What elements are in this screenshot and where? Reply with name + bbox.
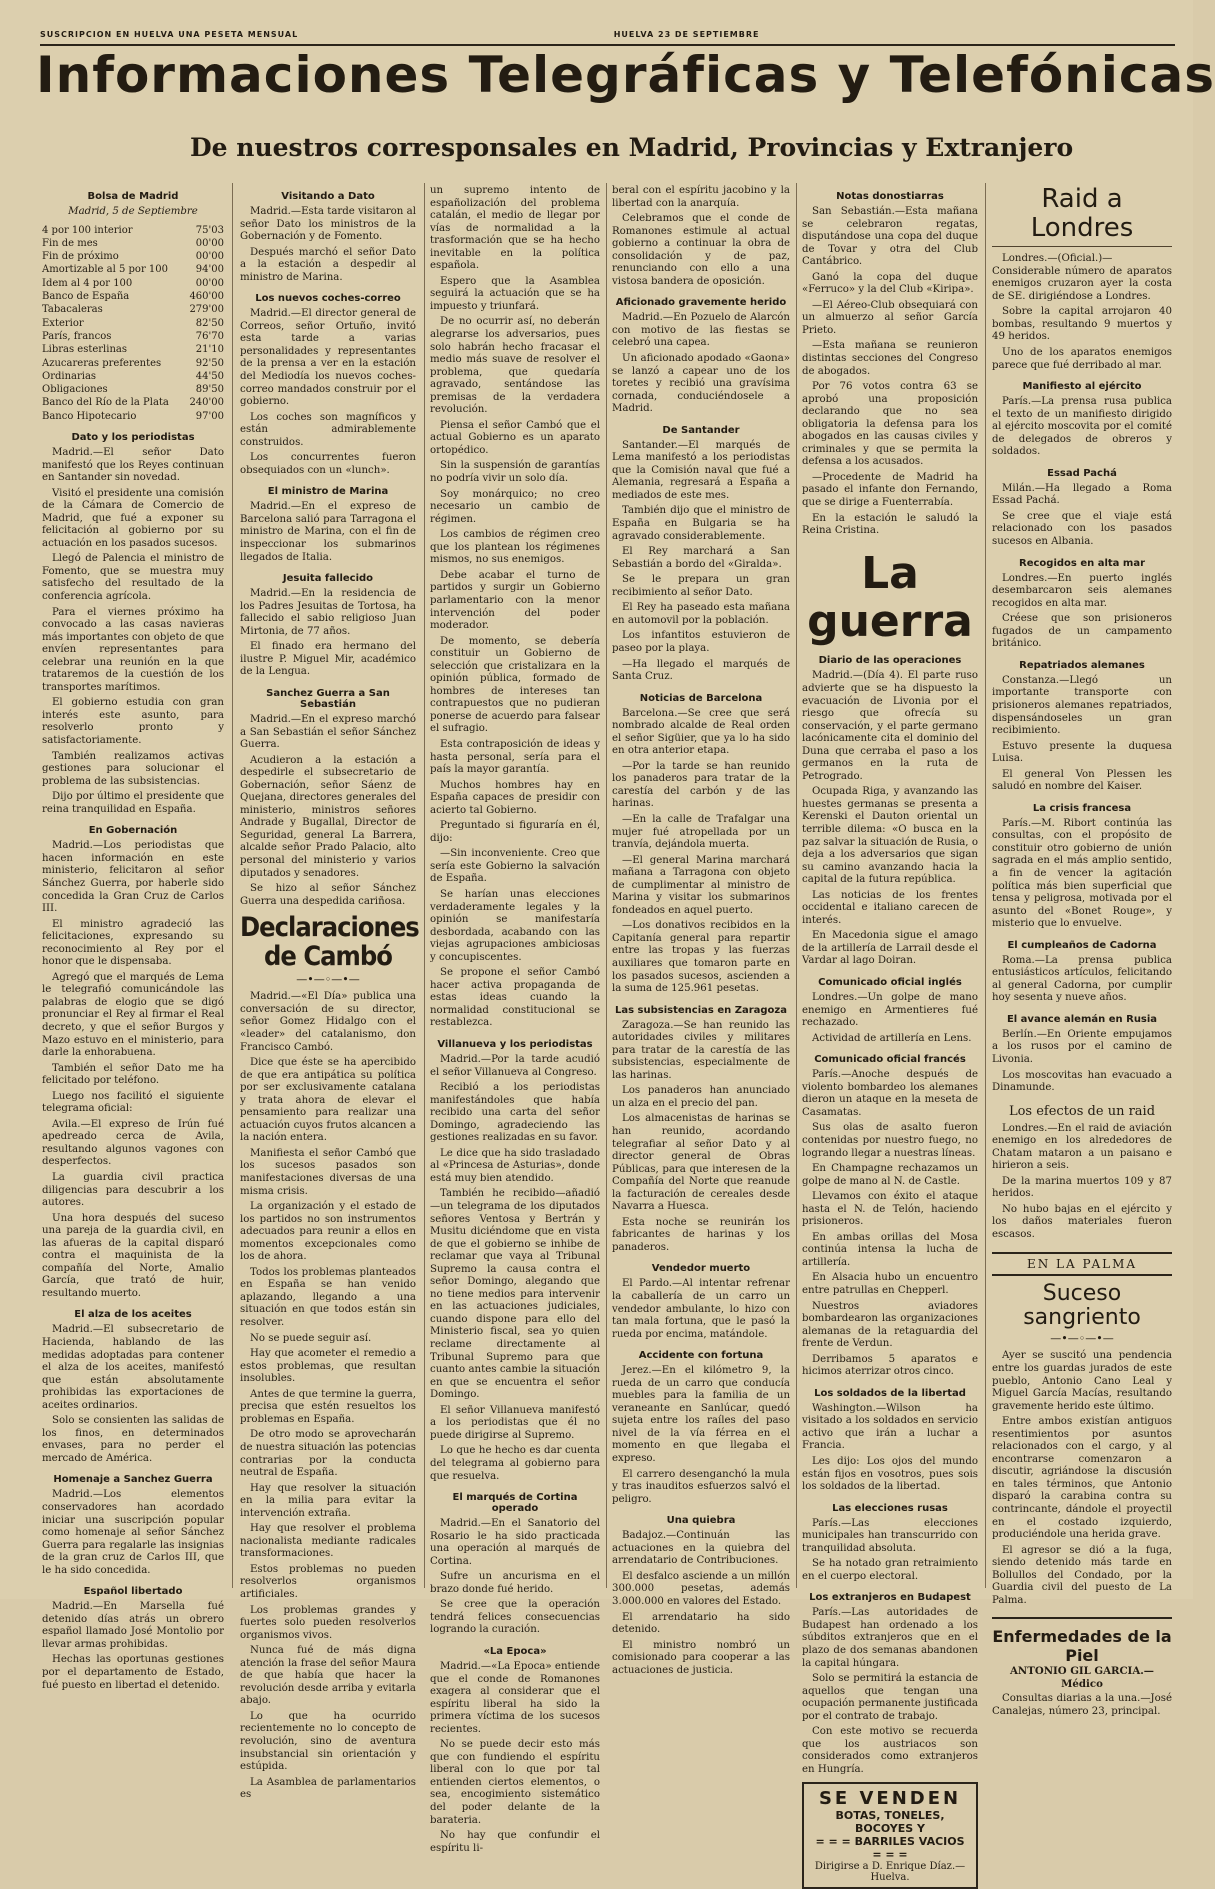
article-heading: Los extranjeros en Budapest <box>809 1592 971 1604</box>
article-paragraph: El señor Villanueva manifestó a los periodistas que él no puede dirigirse al Supremo. <box>430 1404 600 1441</box>
article-paragraph: No hay que confundir el espíritu li- <box>430 1830 600 1854</box>
column-2 <box>240 185 419 1801</box>
article-paragraph: El desfalco asciende a un millón 300.000 pesetas, además 3.000.000 en valores del Estado. <box>612 1570 790 1607</box>
column-rule <box>796 183 797 1588</box>
article-paragraph: Madrid.—Esta tarde visitaron al señor Dato los ministros de la Gobernación y de Fomento. <box>240 206 416 243</box>
article-paragraph: un supremo intento de españolización del problema catalán, el medio de llegar por vías de normalidad a la trasformación que se ha hecho inevitable en la política española. <box>430 185 600 272</box>
article-paragraph: Washington.—Wilson ha visitado a los soldados en servicio activo que irán a luchar a Francia. <box>802 1402 978 1452</box>
article-paragraph: Sin la suspensión de garantías no podría vivir un solo día. <box>430 460 600 485</box>
en-la-palma-header: EN LA PALMA <box>992 1252 1172 1276</box>
running-header <box>40 30 1175 46</box>
article-paragraph: Todos los problemas planteados en España se han venido aplazando, llegando a una situación en que todos están sin resolver. <box>240 1266 416 1329</box>
masthead-title: Informaciones Telegráficas y Telefónicas <box>36 46 1215 104</box>
bolsa-table <box>42 225 224 423</box>
bolsa-row: París, francos 76'70 <box>42 330 224 342</box>
article-paragraph: Soy monárquico; no creo necesario un cambio de régimen. <box>430 488 600 525</box>
article-paragraph: Derribamos 5 aparatos e hicimos aterrizar otros cinco. <box>802 1353 978 1378</box>
article-paragraph: También he recibido—añadió—un telegrama de los diputados señores Ventosa y Bertrán y Musitu diciéndome que en vista de que el gobierno se inhibe de reclamar que vaya al Tribunal Supremo la causa contra el señor Domingo, alegando que no tiene medios para intervenir en las actuaciones judiciales, cuando dispone para ello del Ministerio fiscal, sea yo quien reclame directamente al Tribunal Supremo para que cuanto antes cambie la situación en que se encuentra el señor Domingo. <box>430 1188 600 1401</box>
running-header-left: SUSCRIPCION EN HUELVA UNA PESETA MENSUAL <box>40 30 299 39</box>
article-heading: En Gobernación <box>88 825 178 837</box>
article-paragraph: Ganó la copa del duque «Ferruco» y la del Club «Kiripa». <box>802 271 978 296</box>
article-heading: Repatriados alemanes <box>1019 659 1145 671</box>
article-paragraph: —Ha llegado el marqués de Santa Cruz. <box>612 658 790 683</box>
article-paragraph: Milán.—Ha llegado a Roma Essad Pachá. <box>992 482 1172 507</box>
article-heading: Los soldados de la libertad <box>814 1387 966 1399</box>
article-paragraph: En Macedonia sigue el amago de la artillería de Larrail desde el Vardar al lago Doiran. <box>802 930 978 967</box>
article-heading: Las subsistencias en Zaragoza <box>615 1004 787 1016</box>
article-heading: La crisis francesa <box>1032 802 1132 814</box>
article-paragraph: Debe acabar el turno de partidos y surgir un Gobierno parlamentario con la menor intervención del poder moderador. <box>430 569 600 632</box>
article-paragraph: Solo se consienten las salidas de los finos, en determinados envases, para no perder el mercado de América. <box>42 1415 224 1464</box>
article-paragraph: Los problemas grandes y fuertes solo pueden resolverlos organismos vivos. <box>240 1604 416 1641</box>
article-heading: Recogidos en alta mar <box>1019 557 1145 569</box>
article-paragraph: Los cambios de régimen creo que los plantean los régimenes mismos, no sus enemigos. <box>430 529 600 566</box>
article-paragraph: Madrid.—En el Sanatorio del Rosario le ha sido practicada una operación al marqués de Cortina. <box>430 1518 600 1567</box>
article-paragraph: Hay que resolver la situación en la milia para evitar la intervención extraña. <box>240 1482 416 1519</box>
article-paragraph: Recibió a los periodistas manifestándoles que había recibido una carta del señor Domingo, agradeciendo las gestiones realizadas en su favor. <box>430 1082 600 1144</box>
advert-line: = = = BARRILES VACIOS = = = <box>815 1835 965 1862</box>
article-paragraph: Antes de que termine la guerra, precisa que estén resueltos los problemas en España. <box>240 1388 416 1425</box>
article-paragraph: Madrid.—«La Epoca» entiende que el conde de Romanones exagera al considerar que el espíritu liberal ha sido la primera víctima de los sucesos recientes. <box>430 1660 600 1735</box>
article-heading: Las elecciones rusas <box>832 1502 948 1514</box>
column-6 <box>992 184 1172 1718</box>
article-paragraph: Muchos hombres hay en España capaces de presidir con acierto tal Gobierno. <box>430 779 600 816</box>
article-paragraph: Sus olas de asalto fueron contenidas por nuestro fuego, no logrando llegar a nuestras líneas. <box>802 1122 978 1159</box>
column-rule <box>232 183 233 1588</box>
article-heading: Los efectos de un raid <box>1008 1103 1156 1119</box>
article-paragraph: —Sin inconveniente. Creo que sería este Gobierno la salvación de España. <box>430 848 600 885</box>
column-rule <box>606 183 607 1588</box>
article-paragraph: —Procedente de Madrid ha pasado el infante don Fernando, que se dirige a Fuenterrabía. <box>802 471 978 509</box>
article-paragraph: Se cree que la operación tendrá felices consecuencias logrando la curación. <box>430 1599 600 1636</box>
article-heading: Comunicado oficial inglés <box>818 977 962 989</box>
article-paragraph: En Champagne rechazamos un golpe de mano al N. de Castle. <box>802 1163 978 1187</box>
article-paragraph: El Pardo.—Al intentar refrenar la caballería de un carro un vendedor ambulante, lo hizo con tan mala fortuna, que le pasó la rueda por encima, matándole. <box>612 1278 790 1340</box>
article-heading: Villanueva y los periodistas <box>437 1039 593 1050</box>
article-paragraph: Berlín.—En Oriente empujamos a los rusos por el camino de Livonia. <box>992 1028 1172 1065</box>
article-heading: Una quiebra <box>666 1515 736 1527</box>
article-paragraph: Madrid.—En la residencia de los Padres Jesuitas de Tortosa, ha fallecido el sabio religioso Juan Mirtonia, de 77 años. <box>240 588 416 637</box>
article-paragraph: Los coches son magníficos y están admirablemente construidos. <box>240 411 416 448</box>
article-paragraph: Hay que resolver el problema nacionalista mediante radicales transformaciones. <box>240 1523 416 1560</box>
article-paragraph: Madrid.—«El Día» publica una conversación de su director, señor Gomez Hidalgo con el «leader» del catalanismo, don Francisco Cambó. <box>240 991 416 1053</box>
article-paragraph: Londres.—(Oficial.)—Considerable número de aparatos enemigos cruzaron ayer la costa de SE. dirigiéndose a Londres. <box>992 253 1172 302</box>
article-paragraph: Después marchó el señor Dato a la estación a despedir al ministro de Marina. <box>240 246 416 283</box>
article-paragraph: La Asamblea de parlamentarios es <box>240 1776 416 1801</box>
article-paragraph: Manifiesta el señor Cambó que los sucesos pasados son manifestaciones diversas de una misma crisis. <box>240 1147 416 1197</box>
heading-bolsa: Bolsa de Madrid <box>87 191 179 202</box>
article-paragraph: Constanza.—Llegó un importante transporte con prisioneros alemanes repatriados, dispensándoseles un gran recibimiento. <box>992 674 1172 737</box>
article-paragraph: Lo que he hecho es dar cuenta del telegrama al gobierno para que resuelva. <box>430 1445 600 1482</box>
article-paragraph: Se hizo al señor Sánchez Guerra una despedida cariñosa. <box>240 883 416 907</box>
bolsa-row: Banco de España 460'00 <box>42 291 224 303</box>
article-paragraph: Solo se permitirá la estancia de aquellos que tengan una ocupación permanente justificada por el contrato de trabajo. <box>802 1673 978 1722</box>
article-paragraph: Nuestros aviadores bombardearon las organizaciones alemanas de la retaguardia del frente de Verdun. <box>802 1300 978 1350</box>
ornament-divider: —•—◦—•— <box>296 972 360 986</box>
article-paragraph: Madrid.—Los periodistas que hacen información en este ministerio, felicitaron al señor Sánchez Guerra, por haberle sido concedida la Gran Cruz de Carlos III. <box>42 840 224 915</box>
bolsa-row: Banco del Río de la Plata 240'00 <box>42 397 224 409</box>
article-paragraph: Madrid.—El señor Dato manifestó que los Reyes continuan en Santander sin novedad. <box>42 447 224 484</box>
article-paragraph: La organización y el estado de los partidos no son instrumentos adecuados para reunir a ellos en momentos excepcionales como los de ahora. <box>240 1201 416 1263</box>
article-paragraph: París.—M. Ribort continúa las consultas, con el propósito de constituir otro gobierno de unión sagrada en el más amplio sentido, a fin de vencer la agitación política más bien superficial que tensa y peligrosa, motivada por el asunto del «Bonet Rouge», y misterio que lo envuelve. <box>992 817 1172 930</box>
article-paragraph: Ayer se suscitó una pendencia entre los guardas jurados de este pueblo, Antonio Cano Leal y Miguel García Macías, resultando gravemente herido este último. <box>992 1350 1172 1412</box>
bolsa-row: Idem al 4 por 100 00'00 <box>42 277 224 289</box>
advert-line: BOTAS, TONELES, BOCOYES Y <box>835 1809 945 1836</box>
article-paragraph: Madrid.—En el expreso marchó a San Sebastián el señor Sánchez Guerra. <box>240 713 416 751</box>
bolsa-row: Obligaciones 89'50 <box>42 384 224 396</box>
article-paragraph: En ambas orillas del Mosa continúa intensa la lucha de artillería. <box>802 1231 978 1268</box>
bolsa-row: Tabacaleras 279'00 <box>42 304 224 316</box>
article-paragraph: Esta noche se reunirán los fabricantes de harinas y los panaderos. <box>612 1216 790 1253</box>
article-paragraph: Visitó el presidente una comisión de la Cámara de Comercio de Madrid, que fué a exponer su felicitación al gobierno por su actuación en los pasados sucesos. <box>42 487 224 549</box>
doctor-hours: Consultas diarias a la una.—José Canalejas, número 23, principal. <box>992 1693 1172 1718</box>
bolsa-row: Amortizable al 5 por 100 94'00 <box>42 264 224 276</box>
se-venden-advert <box>802 1782 978 1889</box>
article-paragraph: Londres.—En puerto inglés desembarcaron seis alemanes recogidos en alta mar. <box>992 572 1172 609</box>
article-paragraph: Espero que la Asamblea seguirá la actuación que se ha impuesto y triunfará. <box>430 275 600 312</box>
article-paragraph: Estos problemas no pueden resolverlos organismos artificiales. <box>240 1563 416 1600</box>
article-paragraph: Llevamos con éxito el ataque hasta el N. de Telón, haciendo prisioneros. <box>802 1191 978 1228</box>
advert-contact: Dirigirse a D. Enrique Díaz.—Huelva. <box>814 1861 966 1884</box>
article-paragraph: Se propone el señor Cambó hacer activa propaganda de estas ideas cuando la normalidad constitucional se restablezca. <box>430 967 600 1029</box>
article-paragraph: Londres.—En el raid de aviación enemigo en los alrededores de Chatam mataron a un paisano e hirieron a seis. <box>992 1122 1172 1172</box>
article-paragraph: Madrid.—En Marsella fué detenido días atrás un obrero español llamado José Montolio por llevar armas prohibidas. <box>42 1601 224 1650</box>
article-paragraph: Santander.—El marqués de Lema manifestó a los periodistas que la Comisión naval que fué a Alemania, regresará a España a mediados de este mes. <box>612 439 790 501</box>
article-paragraph: El ministro agradeció las felicitaciones, expresando su reconocimiento al Rey por el honor que le dispensaba. <box>42 918 224 968</box>
article-paragraph: También el señor Dato me ha felicitado por teléfono. <box>42 1062 224 1087</box>
article-paragraph: Piensa el señor Cambó que el actual Gobierno es un aparato ortopédico. <box>430 419 600 456</box>
article-paragraph: Agregó que el marqués de Lema le telegrafió comunicándole las palabras de elogio que se digó pronunciar el Rey al firmar el Real decreto, y que el señor Burgos y Mazo estuvo en el ministerio, para darle la enhorabuena. <box>42 971 224 1059</box>
article-paragraph: beral con el espíritu jacobino y la libertad con la anarquía. <box>612 185 790 209</box>
bolsa-date: Madrid, 5 de Septiembre <box>68 206 198 217</box>
article-heading: Homenaje a Sanchez Guerra <box>53 1474 213 1486</box>
article-paragraph: El gobierno estudia con gran interés este asunto, para resolverlo pronto y satisfactoriamente. <box>42 697 224 747</box>
article-paragraph: Dice que éste se ha apercibido de que era antipática su política por ser exclusivamente catalana y trata ahora de elevar el pensamiento para realizar una actuación cuyos frutos alcancen a la nación entera. <box>240 1057 416 1144</box>
article-paragraph: La guardia civil practica diligencias para descubrir a los autores. <box>42 1171 224 1209</box>
article-paragraph: Zaragoza.—Se han reunido las autoridades civiles y militares para tratar de la carestía de las subsistencias, especialmente de las harinas. <box>612 1019 790 1081</box>
article-paragraph: Para el viernes próximo ha convocado a las casas navieras más importantes con objeto de que envíen representantes para celebrar una reunión en la que trataremos de la cuestión de los transportes marítimos. <box>42 606 224 693</box>
bolsa-row: 4 por 100 interior 75'03 <box>42 224 224 236</box>
article-paragraph: Se le prepara un gran recibimiento al señor Dato. <box>612 574 790 598</box>
ornament-divider: —•—◦—•— <box>1050 1331 1114 1345</box>
column-4 <box>612 185 790 1676</box>
article-paragraph: Las noticias de los frentes occidental e italiano carecen de interés. <box>802 889 978 926</box>
article-paragraph: El finado era hermano del ilustre P. Miguel Mir, académico de la Lengua. <box>240 641 416 678</box>
article-paragraph: Créese que son prisioneros fugados de un campamento británico. <box>992 613 1172 650</box>
article-paragraph: No hubo bajas en el ejército y los daños materiales fueron escasos. <box>992 1203 1172 1240</box>
article-heading: De Santander <box>662 424 740 436</box>
column-3 <box>430 185 600 1854</box>
article-paragraph: Por 76 votos contra 63 se aprobó una proposición declarando que no sea obligatoria la defensa para los abogados en las causas civiles y criminales y que se permita la defensa a los acusados. <box>802 381 978 468</box>
article-paragraph: También dijo que el ministro de España en Bulgaria se ha agravado considerablemente. <box>612 505 790 542</box>
article-paragraph: El Rey marchará a San Sebastián a bordo del «Giralda». <box>612 546 790 570</box>
article-paragraph: —El Aéreo-Club obsequiará con un almuerzo al señor García Prieto. <box>802 299 978 336</box>
article-paragraph: No se puede decir esto más que con fundiendo el espíritu liberal con lo que por tal entienden ciertos elementos, o sea, encogimiento sistemático del poder delante de la barateria. <box>430 1739 600 1826</box>
enfermedades-headline: Enfermedades de la Piel <box>992 1617 1172 1665</box>
article-paragraph: Jerez.—En el kilómetro 9, la rueda de un carro que conducía muebles para la familia de un veraneante en Sanlúcar, quedó sujeta entre los raíles del paso nivel de la vía férrea en el momento en que llegaba el expreso. <box>612 1365 790 1465</box>
article-paragraph: Con este motivo se recuerda que los austriacos son considerados como extranjeros en Hungría. <box>802 1726 978 1775</box>
article-paragraph: Los panaderos han anunciado un alza en el precio del pan. <box>612 1085 790 1109</box>
article-heading: El cumpleaños de Cadorna <box>1007 939 1157 951</box>
article-paragraph: —El general Marina marchará mañana a Tarragona con objeto de cumplimentar al ministro de Marina y visitar los submarinos fondeados en aquel puerto. <box>612 854 790 916</box>
article-paragraph: Luego nos facilitó el siguiente telegrama oficial: <box>42 1090 224 1115</box>
article-paragraph: El general Von Plessen les saludó en nombre del Kaiser. <box>992 768 1172 793</box>
article-paragraph: De no ocurrir así, no deberán alegrarse los adversarios, pues solo habrán hecho fracasar el medio más suave de resolver el problema, que quedaría agravado, sentándose las premisas de la verdadera revolución. <box>430 316 600 416</box>
article-paragraph: París.—La prensa rusa publica el texto de un manifiesto dirigido al ejército moscovita por el comité de delegados de obreros y soldados. <box>992 396 1172 458</box>
advert-title: SE VENDEN <box>818 1788 962 1810</box>
article-paragraph: —En la calle de Trafalgar una mujer fué atropellada por un tranvía, dejándola muerta. <box>612 813 790 851</box>
article-heading: Vendedor muerto <box>651 1263 751 1275</box>
article-heading: Visitando a Dato <box>281 191 375 202</box>
article-heading: Jesuita fallecido <box>282 573 374 585</box>
article-heading: Accidente con fortuna <box>638 1350 764 1362</box>
bolsa-row: Banco Hipotecario 97'00 <box>42 410 224 422</box>
article-paragraph: —Los donativos recibidos en la Capitanía general para repartir entre las tropas y las fuerzas auxiliares que tomaron parte en los pasados sucesos, ascienden a la suma de 125.961 pesetas. <box>612 920 790 995</box>
article-heading: Los nuevos coches-correo <box>255 293 401 305</box>
article-heading: Comunicado oficial francés <box>814 1054 966 1066</box>
article-paragraph: El arrendatario ha sido detenido. <box>612 1611 790 1636</box>
suceso-headline: Suceso sangriento <box>1023 1280 1141 1330</box>
article-paragraph: Estuvo presente la duquesa Luisa. <box>992 740 1172 765</box>
article-heading: El ministro de Marina <box>267 486 389 498</box>
article-paragraph: Le dice que ha sido trasladado al «Princesa de Asturias», donde está muy bien atendido. <box>430 1147 600 1184</box>
article-heading: Notas donostiarras <box>836 191 944 202</box>
article-paragraph: De momento, se debería constituir un Gobierno de selección que cristalizara en la opinión pública, formado de hombres de intereses tan contrapuestos que no pudieran ponerse de acuerdo para falsear el sufragio. <box>430 635 600 735</box>
article-paragraph: París.—Las autoridades de Budapest han ordenado a los súbditos extranjeros que en el plazo de dos semanas abandonen la capital húngara. <box>802 1607 978 1669</box>
article-heading: Dato y los periodistas <box>71 432 195 443</box>
bolsa-row: Exterior 82'50 <box>42 317 224 329</box>
article-paragraph: París.—Anoche después de violento bombardeo los alemanes dieron un ataque en la meseta de Casamatas. <box>802 1069 978 1118</box>
column-rule <box>424 183 425 1588</box>
article-paragraph: El agresor se dió a la fuga, siendo detenido más tarde en Bollullos del Condado, por la Guardia civil del puesto de La Palma. <box>992 1544 1172 1606</box>
article-heading: Essad Pachá <box>1047 467 1117 479</box>
article-paragraph: Madrid.—Por la tarde acudió el señor Villanueva al Congreso. <box>430 1054 600 1078</box>
article-paragraph: También realizamos activas gestiones para solucionar el problema de las subsistencias. <box>42 750 224 787</box>
article-paragraph: —Esta mañana se reunieron distintas secciones del Congreso de abogados. <box>802 340 978 377</box>
bolsa-row: Ordinarias 44'50 <box>42 370 224 382</box>
article-paragraph: De otro modo se aprovecharán de nuestra situación las potencias contrarias por la conducta neutral de España. <box>240 1429 416 1479</box>
la-guerra-headline: La guerra <box>807 547 973 648</box>
article-heading: Manifiesto al ejército <box>1022 381 1142 393</box>
article-paragraph: Los infantitos estuvieron de paseo por la playa. <box>612 630 790 654</box>
article-paragraph: Badajoz.—Continuán las actuaciones en la quiebra del arrendatario de Contribuciones. <box>612 1530 790 1567</box>
bolsa-row: Fin de mes 00'00 <box>42 237 224 249</box>
article-paragraph: Sufre un ancurisma en el brazo donde fué herido. <box>430 1571 600 1595</box>
raid-headline: Raid a Londres <box>992 185 1172 247</box>
article-paragraph: Dijo por último el presidente que reina tranquilidad en España. <box>42 791 224 815</box>
article-paragraph: Madrid.—(Día 4). El parte ruso advierte que se ha dispuesto la evacuación de Livonia por el riesgo que ofrecía su conservación, y el parte germano lacónicamente cita el dominio del Duna que cerraba el paso a los germanos en la ruta de Petrogrado. <box>802 670 978 782</box>
article-paragraph: El carrero desenganchó la mula y tras inauditos esfuerzos salvó el peligro. <box>612 1468 790 1505</box>
article-paragraph: Lo que ha ocurrido recientemente no lo concepto de revolución, sino de aventura insubstancial sin orientación y estúpida. <box>240 1710 416 1773</box>
article-paragraph: Acudieron a la estación a despedirle el subsecretario de Gobernación, señor Sáenz de Quejana, directores generales del ministerio, ministros señores Andrade y Bugallal, Director de Seguridad, general La Barrera, alcalde señor Prado Palacio, alto personal del ministerio y varios diputados y senadores. <box>240 754 416 879</box>
article-paragraph: Hechas las oportunas gestiones por el departamento de Estado, fué puesto en libertad el detenido. <box>42 1654 224 1691</box>
article-paragraph: Uno de los aparatos enemigos parece que fué derribado al mar. <box>992 347 1172 371</box>
article-paragraph: Roma.—La prensa publica entusiásticos artículos, felicitando al general Cadorna, por cumplir hoy sesenta y nueve años. <box>992 954 1172 1004</box>
article-heading: «La Epoca» <box>483 1645 547 1657</box>
section-subhead: De nuestros corresponsales en Madrid, Provincias y Extranjero <box>190 133 1074 162</box>
article-heading: Noticias de Barcelona <box>639 692 763 704</box>
article-paragraph: Avila.—El expreso de Irún fué apedreado cerca de Avila, resultando algunos vagones con desperfectos. <box>42 1118 224 1168</box>
article-paragraph: Celebramos que el conde de Romanones estimule al actual gobierno a continuar la obra de consolidación y de paz, renunciando con ello a una vistosa bandera de oposición. <box>612 213 790 287</box>
article-paragraph: Una hora después del suceso una pareja de la guardia civil, en las afueras de la capital disparó contra el maquinista de la compañía del Norte, Amalio García, que trató de huir, resultando muerto. <box>42 1212 224 1299</box>
article-paragraph: San Sebastián.—Esta mañana se celebraron regatas, disputándose una copa del duque de Tovar y otra del Club Cantábrico. <box>802 206 978 268</box>
article-paragraph: Se cree que el viaje está relacionado con los pasados sucesos en Albania. <box>992 510 1172 548</box>
article-paragraph: Los concurrentes fueron obsequiados con un «lunch». <box>240 452 416 476</box>
doctor-name: ANTONIO GIL GARCIA.—Médico <box>1010 1665 1154 1690</box>
article-paragraph: Un aficionado apodado «Gaona» se lanzó a capear uno de los toretes y recibió una gravísima cornada, conduciéndosele a Madrid. <box>612 353 790 415</box>
article-paragraph: París.—Las elecciones municipales han transcurrido con tranquilidad absoluta. <box>802 1517 978 1554</box>
article-paragraph: Preguntado si figuraría en él, dijo: <box>430 820 600 844</box>
article-paragraph: Madrid.—El director general de Correos, señor Ortuño, invitó esta tarde a varias personalidades y representantes de la prensa a ver en la estación del Mediodía los nuevos coches-correo mandados construir por el gobierno. <box>240 308 416 408</box>
article-heading: Aficionado gravemente herido <box>615 297 787 309</box>
article-paragraph: Madrid.—En el expreso de Barcelona salió para Tarragona el ministro de Marina, con el fin de inspeccionar los submarinos llegados de Italia. <box>240 501 416 563</box>
article-paragraph: El Rey ha paseado esta mañana en automovil por la población. <box>612 602 790 626</box>
article-paragraph: Hay que acometer el remedio a estos problemas, que resultan insolubles. <box>240 1348 416 1385</box>
article-heading: Diario de las operaciones <box>818 655 962 667</box>
article-heading: Sanchez Guerra a San Sebastián <box>266 687 390 710</box>
article-paragraph: —Por la tarde se han reunido los panaderos para tratar de la carestía del carbón y de las harinas. <box>612 760 790 810</box>
article-paragraph: Ocupada Riga, y avanzando las huestes germanas se presenta a Kerenski el Dauton oriental un terrible dilema: «O busca en la paz salvar la situación de Rusia, o deja a los adversarios que sigan su camino avanzando hacia la capital de la futura república. <box>802 786 978 886</box>
article-paragraph: Actividad de artillería en Lens. <box>812 1032 972 1044</box>
bolsa-row: Azucareras preferentes 92'50 <box>42 357 224 369</box>
article-paragraph: Londres.—Un golpe de mano enemigo en Armentieres fué rechazado. <box>802 992 978 1029</box>
article-paragraph: Madrid.—El subsecretario de Hacienda, hablando de las medidas adoptadas para contener el alza de los aceites, manifestó que están absolutamente prohibidas las exportaciones de aceites ordinarios. <box>42 1324 224 1411</box>
article-paragraph: Los almacenistas de harinas se han reunido, acordando telegrafiar al señor Dato y al director general de Obras Públicas, para que interesen de la Compañía del Norte que reanude la facturación de cereales desde Navarra a Huesca. <box>612 1113 790 1213</box>
article-heading: El avance alemán en Rusia <box>1006 1013 1158 1025</box>
column-5 <box>802 185 978 1884</box>
running-header-center: HUELVA 23 DE SEPTIEMBRE <box>613 30 760 39</box>
article-paragraph: Madrid.—Los elementos conservadores han acordado iniciar una suscripción popular como homenaje al señor Sánchez Guerra para regalarle las insignias de la gran cruz de Carlos III, que le ha sido concedida. <box>42 1489 224 1576</box>
article-heading: El alza de los aceites <box>74 1309 192 1321</box>
article-paragraph: Los moscovitas han evacuado a Dinamunde. <box>992 1069 1172 1094</box>
article-heading: El marqués de Cortina operado <box>452 1492 578 1515</box>
column-1 <box>42 185 224 1691</box>
article-paragraph: Madrid.—En Pozuelo de Alarcón con motivo de las fiestas se celebró una capea. <box>612 312 790 349</box>
article-paragraph: Sobre la capital arrojaron 40 bombas, resultando 9 muertos y 49 heridos. <box>992 306 1172 343</box>
bolsa-row: Libras esterlinas 21'10 <box>42 344 224 356</box>
article-paragraph: Barcelona.—Se cree que será nombrado alcalde de Real orden el señor Sigüier, que ya lo ha sido en otra anterior etapa. <box>612 707 790 757</box>
article-paragraph: Entre ambos existían antiguos resentimientos por asuntos relacionados con el cargo, y al encontrarse comenzaron a discutir, agriándose la discusión en tales términos, que Antonio disparó la carabina contra su contrincante, dándole el proyectil en el costado izquierdo, produciéndole una herida grave. <box>992 1416 1172 1541</box>
article-heading: Español libertado <box>83 1586 183 1598</box>
article-paragraph: En la estación le saludó la Reina Cristina. <box>802 512 978 537</box>
article-paragraph: En Alsacia hubo un encuentro entre patrullas en Chepperl. <box>802 1272 978 1296</box>
article-paragraph: Llegó de Palencia el ministro de Fomento, que se muestra muy satisfecho del resultado de la conferencia agrícola. <box>42 553 224 603</box>
article-paragraph: De la marina muertos 109 y 87 heridos. <box>992 1175 1172 1200</box>
article-paragraph: Les dijo: Los ojos del mundo están fijos en vosotros, pues sois los soldados de la libertad. <box>802 1455 978 1493</box>
article-paragraph: El ministro nombró un comisionado para cooperar a las actuaciones de justicia. <box>612 1639 790 1676</box>
column-rule <box>985 183 986 1588</box>
article-paragraph: Se ha notado gran retraimiento en el cuerpo electoral. <box>802 1558 978 1582</box>
article-paragraph: Nunca fué de más digna atención la frase del señor Maura de que había que hacer la revolución desde arriba y evitarla abajo. <box>240 1645 416 1707</box>
cambo-headline: Declaraciones de Cambó <box>240 912 419 972</box>
article-paragraph: Se harían unas elecciones verdaderamente legales y la opinión se manifestaría desbordada, acabando con las viejas agrupaciones ambiciosas y concupiscentes. <box>430 888 600 963</box>
article-paragraph: No se puede seguir así. <box>250 1332 372 1344</box>
bolsa-row: Fin de próximo 00'00 <box>42 251 224 263</box>
article-paragraph: Esta contraposición de ideas y hasta personal, sería para el país la mayor garantía. <box>430 738 600 776</box>
